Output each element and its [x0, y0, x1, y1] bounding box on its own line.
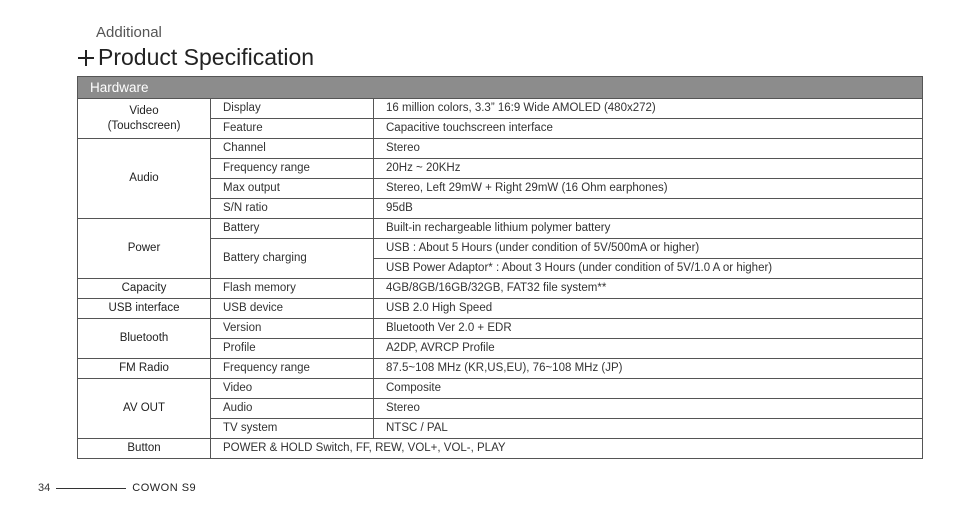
plus-icon [78, 50, 94, 66]
item-cell: Frequency range [211, 359, 374, 379]
item-cell: Feature [211, 119, 374, 139]
item-cell: USB device [211, 299, 374, 319]
table-row [78, 379, 923, 399]
section-heading: Hardware [78, 77, 923, 99]
section-supertitle: Additional [96, 24, 162, 41]
title-row [78, 44, 314, 71]
value-cell: Stereo, Left 29mW + Right 29mW (16 Ohm earphones) [374, 179, 923, 199]
category-label: Video [129, 104, 159, 117]
footer-brand: COWON S9 [132, 482, 197, 494]
table-row [78, 99, 923, 119]
table-row [78, 319, 923, 339]
category-cell: Bluetooth [78, 319, 211, 359]
table-row [78, 359, 923, 379]
value-cell: Built-in rechargeable lithium polymer battery [374, 219, 923, 239]
category-cell: Power [78, 219, 211, 279]
item-cell: Video [211, 379, 374, 399]
category-cell [78, 99, 211, 139]
item-cell: Audio [211, 399, 374, 419]
item-cell: Max output [211, 179, 374, 199]
category-cell: Button [78, 439, 211, 459]
category-cell: AV OUT [78, 379, 211, 439]
value-cell: POWER & HOLD Switch, FF, REW, VOL+, VOL-, PLAY [211, 439, 923, 459]
item-cell: S/N ratio [211, 199, 374, 219]
value-cell: Stereo [374, 139, 923, 159]
value-cell: USB Power Adaptor* : About 3 Hours (under condition of 5V/1.0 A or higher) [374, 259, 923, 279]
item-cell: Display [211, 99, 374, 119]
value-cell: Composite [374, 379, 923, 399]
table-row [78, 279, 923, 299]
category-cell: FM Radio [78, 359, 211, 379]
item-cell: TV system [211, 419, 374, 439]
value-cell: 20Hz ~ 20KHz [374, 159, 923, 179]
item-cell: Channel [211, 139, 374, 159]
table-header-row [78, 77, 923, 99]
value-cell: 4GB/8GB/16GB/32GB, FAT32 file system** [374, 279, 923, 299]
value-cell: 95dB [374, 199, 923, 219]
item-cell: Frequency range [211, 159, 374, 179]
category-sublabel: (Touchscreen) [107, 119, 181, 132]
value-cell: Stereo [374, 399, 923, 419]
table-row [78, 139, 923, 159]
item-cell: Battery [211, 219, 374, 239]
value-cell: 87.5~108 MHz (KR,US,EU), 76~108 MHz (JP) [374, 359, 923, 379]
table-row [78, 299, 923, 319]
spec-table [77, 76, 923, 459]
table-row [78, 219, 923, 239]
value-cell: 16 million colors, 3.3” 16:9 Wide AMOLED (480x272) [374, 99, 923, 119]
item-cell: Profile [211, 339, 374, 359]
footer-divider [56, 488, 126, 489]
page-number: 34 [38, 482, 51, 494]
value-cell: A2DP, AVRCP Profile [374, 339, 923, 359]
page-title: Product Specification [98, 44, 315, 70]
category-cell: Capacity [78, 279, 211, 299]
value-cell: USB 2.0 High Speed [374, 299, 923, 319]
category-cell: Audio [78, 139, 211, 219]
category-cell: USB interface [78, 299, 211, 319]
value-cell: Capacitive touchscreen interface [374, 119, 923, 139]
value-cell: Bluetooth Ver 2.0 + EDR [374, 319, 923, 339]
value-cell: NTSC / PAL [374, 419, 923, 439]
page-footer [38, 482, 196, 494]
table-row [78, 439, 923, 459]
item-cell: Battery charging [211, 239, 374, 279]
value-cell: USB : About 5 Hours (under condition of 5V/500mA or higher) [374, 239, 923, 259]
item-cell: Flash memory [211, 279, 374, 299]
item-cell: Version [211, 319, 374, 339]
